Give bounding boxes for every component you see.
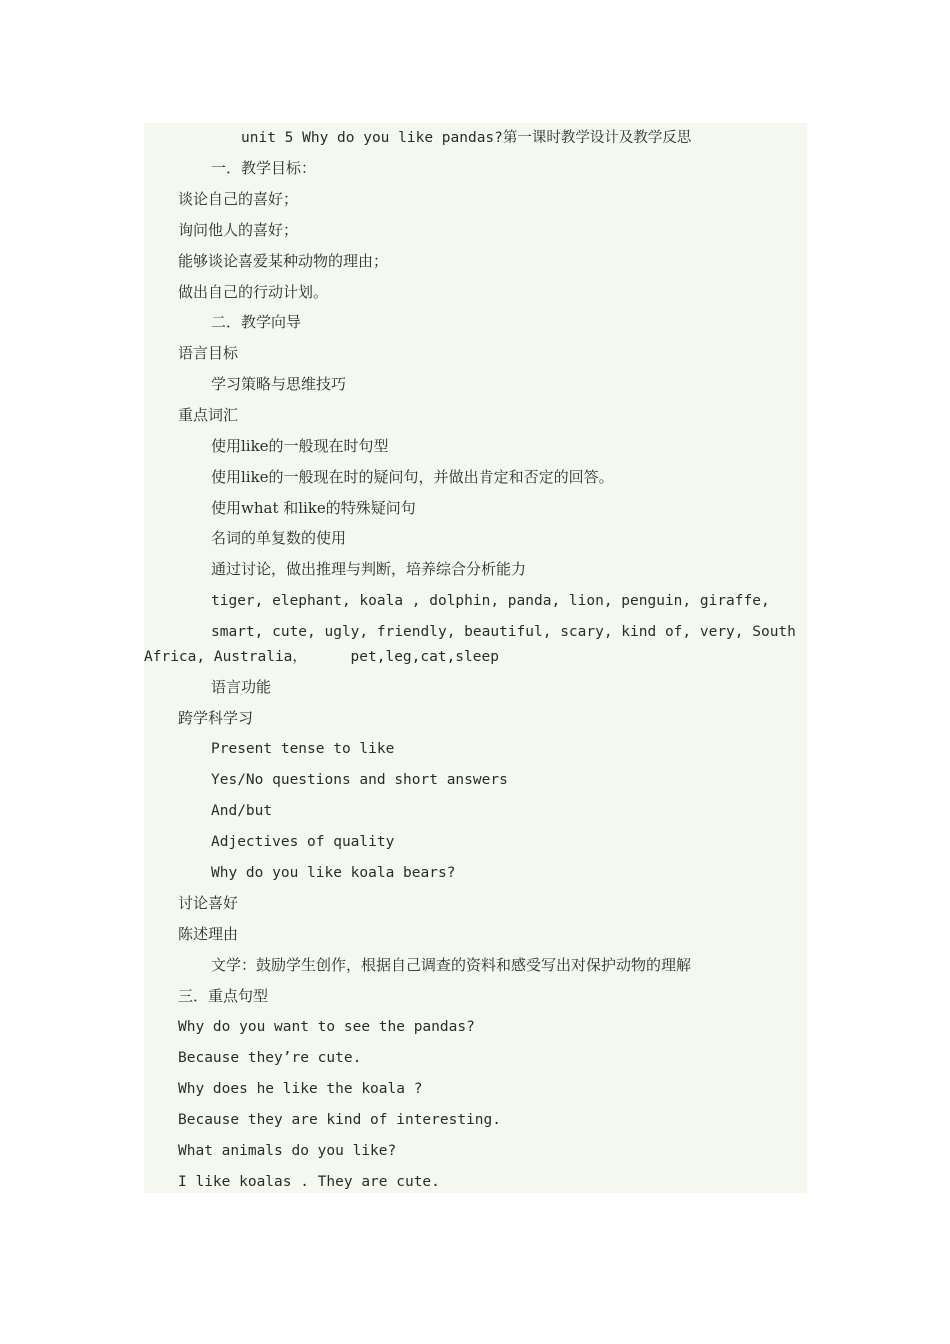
guide-line: 名词的单复数的使用 [211, 529, 347, 547]
guide-label: 语言目标 [178, 344, 239, 362]
sentence-line: Because they’re cute. [178, 1050, 362, 1066]
objective-line: 询问他人的喜好； [178, 221, 299, 239]
section-heading-key-sentences: 三．重点句型 [178, 987, 269, 1005]
sentence-line: Because they are kind of interesting. [178, 1112, 502, 1128]
section-heading-guide: 二．教学向导 [211, 313, 302, 331]
objective-line: 谈论自己的喜好； [178, 190, 299, 208]
guide-line: 使用like的一般现在时的疑问句，并做出肯定和否定的回答。 [211, 468, 614, 486]
function-line: 陈述理由 [178, 925, 239, 943]
structure-line: Adjectives of quality [211, 834, 395, 850]
objective-line: 能够谈论喜爱某种动物的理由； [178, 252, 389, 270]
sentence-line: What animals do you like? [178, 1143, 397, 1159]
structure-line: And/but [211, 803, 273, 819]
guide-line: 使用what 和like的特殊疑问句 [211, 499, 416, 517]
guide-label: 重点词汇 [178, 406, 239, 424]
guide-line: 学习策略与思维技巧 [211, 375, 347, 393]
structure-line: Yes/No questions and short answers [211, 772, 508, 788]
document-title: unit 5 Why do you like pandas?第一课时教学设计及教学反思 [241, 130, 692, 146]
sentence-line: Why do you want to see the pandas? [178, 1019, 475, 1035]
vocabulary-line: tiger, elephant, koala , dolphin, panda, lion, penguin, giraffe, [211, 593, 770, 609]
section-heading-objectives: 一．教学目标： [211, 159, 317, 177]
sentence-line: Why does he like the koala ? [178, 1081, 423, 1097]
objective-line: 做出自己的行动计划。 [178, 283, 329, 301]
sentence-line: I like koalas . They are cute. [178, 1174, 440, 1190]
guide-line: 通过讨论，做出推理与判断，培养综合分析能力 [211, 560, 527, 578]
vocabulary-line: Africa, Australia， pet,leg,cat,sleep [144, 649, 499, 665]
guide-label: 跨学科学习 [178, 709, 254, 727]
guide-label: 语言功能 [211, 678, 272, 696]
guide-line: 使用like的一般现在时句型 [211, 437, 389, 455]
structure-line: Why do you like koala bears? [211, 865, 456, 881]
function-line: 讨论喜好 [178, 894, 239, 912]
structure-line: Present tense to like [211, 741, 395, 757]
vocabulary-line: smart, cute, ugly, friendly, beautiful, scary, kind of, very, South [211, 624, 796, 640]
literature-line: 文学：鼓励学生创作，根据自己调查的资料和感受写出对保护动物的理解 [211, 956, 692, 974]
